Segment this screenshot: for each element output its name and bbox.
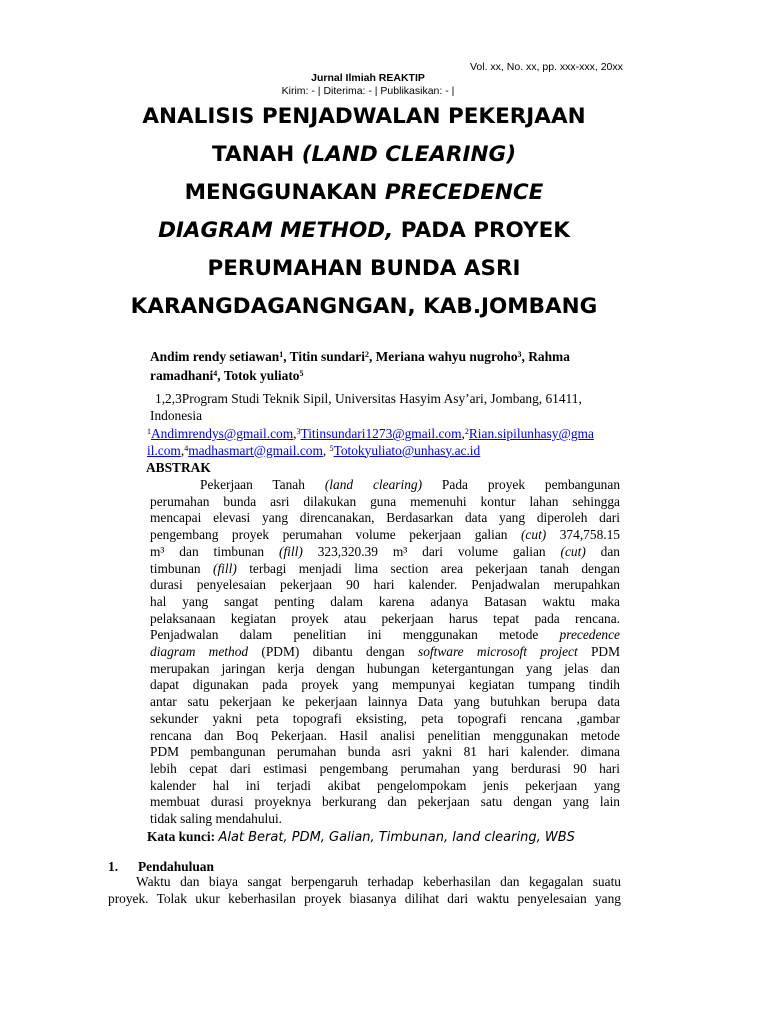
email-link[interactable]: Totokyuliato@unhasy.ac.id [333,442,481,458]
affiliation-country: Indonesia [150,408,203,423]
abstract-line: Penjadwalan dalam penelitian ini menggunakan metode precedence [150,627,620,643]
email-link[interactable]: Andimrendys@gmail.com [151,426,294,441]
affiliation-line: 1,2,3Program Studi Teknik Sipil, Universitas Hasyim Asy’ari, Jombang, 61411, [155,391,582,406]
journal-name: Jurnal Ilmiah REAKTIP [311,72,425,84]
title-line-6: KARANGDAGANGNGAN, KAB.JOMBANG [130,294,598,319]
abstract-line: mencapai elevasi yang direncanakan, Berdasarkan data yang diperoleh dari [150,510,620,526]
author-list: Andim rendy setiawan$^1$, Titin sundari$^2$, Meriana wahyu nugroho$^3$, Rahma ramadhani$^4$, Totok yuliato$^5$ [150,349,570,383]
abstract-line: rencana dan Boq Pekerjaan. Hasil analisi penelitian menggunakan metode [150,727,620,743]
email-link[interactable]: il.com [147,442,181,458]
title-line-4: DIAGRAM METHOD, PADA PROYEK [158,218,570,243]
abstract-heading: ABSTRAK [146,460,211,475]
abstract-line: PDM pembangunan perumahan bunda asri yakni 81 hari kalender. dimana [150,744,620,760]
affiliation [150,390,623,424]
section-title: Pendahuluan [138,859,214,874]
keywords [147,828,575,846]
abstract-line: hal yang sangat penting dalam karena adanya Batasan waktu maka [150,593,620,609]
abstract-line: dapat digunakan pada proyek yang mempunyai kegiatan tumpang tindih [150,677,620,693]
email-link[interactable]: Rian.sipilunhasy@gma [468,426,594,441]
abstract-line: diagram method (PDM) dibantu dengan software microsoft project PDM [150,644,621,660]
abstract-line: perumahan bunda asri dilakukan guna memenuhi kontur lahan sehingga [150,493,620,509]
paper-title [100,98,628,326]
abstract-line: Pekerjaan Tanah (land clearing) Pada proyek pembangunan [200,477,621,492]
abstract-line: lebih cepat dari estimasi pengembang perumahan yang berdurasi 90 hari [150,760,620,776]
keywords-value: Alat Berat, PDM, Galian, Timbunan, land clearing, WBS [218,830,575,845]
abstract-body [150,477,620,828]
abstract-line: sekunder yakni peta topografi eksisting, peta topografi rencana ,gambar [150,710,620,726]
section-number: 1. [108,859,119,874]
section-body [108,874,621,907]
body-line: proyek. Tolak ukur keberhasilan proyek biasanya dilihat dari waktu penyelesaian yang [108,890,621,906]
title-line-1: ANALISIS PENJADWALAN PEKERJAAN [142,104,586,129]
email-link[interactable]: Titinsundari1273@gmail.com [300,426,462,441]
volume-info: Vol. xx, No. xx, pp. xxx-xxx, 20xx [470,61,623,73]
abstract-line: kalender hal ini terjadi akibat pengelompokam jenis pekerjaan yang [150,777,620,793]
abstract-line: pengembang proyek perumahan volume pekerjaan galian (cut) 374,758.15 [150,527,620,543]
section-heading [108,858,214,875]
abstract-line: antar satu pekerjaan ke pekerjaan lainnya Data yang butuhkan berupa data [150,694,620,710]
keywords-label: Kata kunci: [147,829,219,844]
title-line-2: TANAH (LAND CLEARING) [211,142,517,167]
title-line-5: PERUMAHAN BUNDA ASRI [207,256,521,281]
abstract-line: pelaksanaan kegiatan proyek atau pekerjaan harus tepat pada rencana. [150,610,620,626]
abstract-line: m³ dan timbunan (fill) 323,320.39 m³ dari volume galian (cut) dan [150,543,620,559]
abstract-line: durasi penyelesaian pekerjaan 90 hari kalender. Penjadwalan merupahkan [150,577,620,593]
submission-dates: Kirim: - | Diterima: - | Publikasikan: - | [281,85,455,97]
abstract-line: membuat durasi proyeknya berkurang dan pekerjaan satu dengan yang lain [150,794,620,810]
body-line: Waktu dan biaya sangat berpengaruh terhadap keberhasilan dan kegagalan suatu [136,874,621,889]
email-link[interactable]: madhasmart@gmail.com [188,442,323,458]
abstract-line: timbunan (fill) terbagi menjadi lima section area pekerjaan tanah dengan [150,560,620,576]
title-line-3: MENGGUNAKAN PRECEDENCE [184,180,544,205]
email-list: $^1$Andimrendys@gmail.com,$^3$Titinsundari1273@gmail.com,$^2$Rian.sipilunhasy@gma il.com,$^4$madhasmart@gmail.com, $^5$Totokyuliato@unhasy.ac.id [147,426,594,458]
abstract-line: merupakan jaringan kerja dengan hubungan ketergantungan yang jelas dan [150,660,620,676]
abstract-line: tidak saling mendahului. [150,811,283,827]
